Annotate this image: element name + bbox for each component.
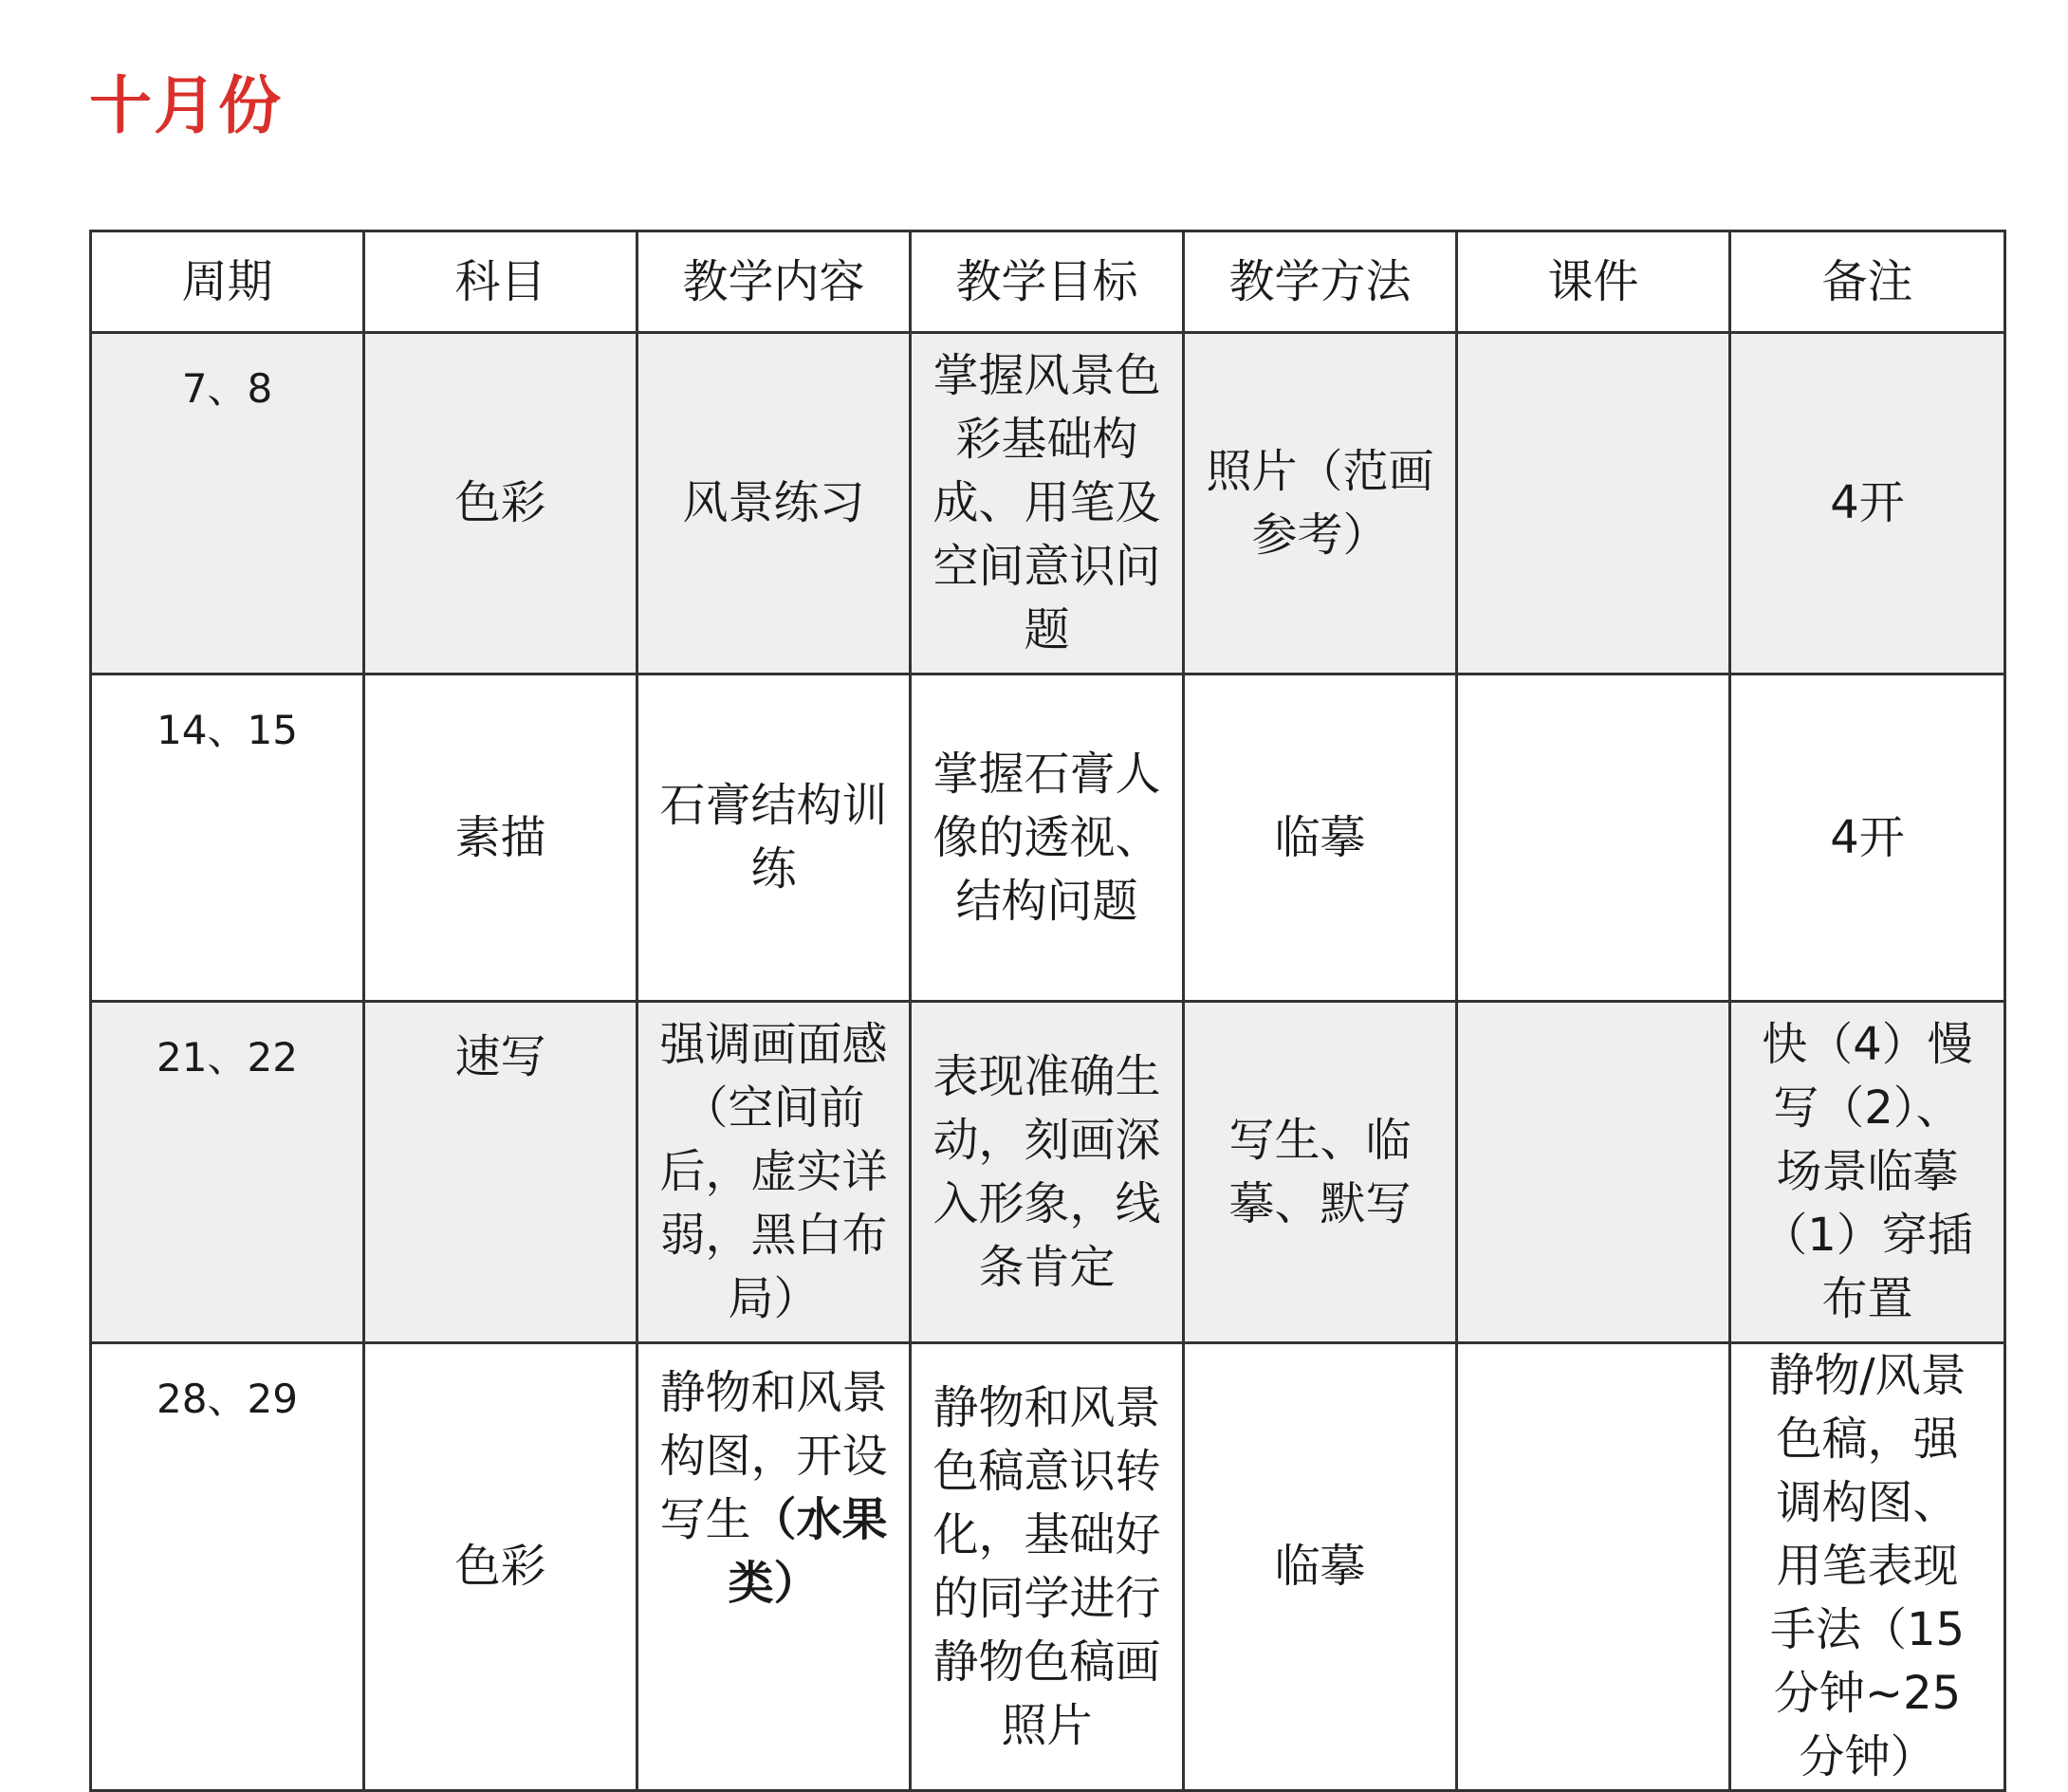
cell-goal: 静物和风景色稿意识转化，基础好的同学进行静物色稿画照片 [911, 1343, 1184, 1791]
cell-content: 石膏结构训练 [637, 674, 911, 1002]
cell-goal: 掌握石膏人像的透视、结构问题 [911, 674, 1184, 1002]
cell-content-text: 静物和风景构图，开设写生 [659, 1366, 888, 1546]
cell-week: 28、29 [91, 1343, 364, 1791]
cell-courseware [1457, 1002, 1730, 1343]
cell-content-bold-text: （水果类） [728, 1493, 888, 1610]
header-goal: 教学目标 [911, 231, 1184, 333]
cell-courseware [1457, 1343, 1730, 1791]
header-week: 周期 [91, 231, 364, 333]
header-remark: 备注 [1730, 231, 2005, 333]
cell-courseware [1457, 674, 1730, 1002]
cell-courseware [1457, 333, 1730, 674]
cell-week: 14、15 [91, 674, 364, 1002]
header-courseware: 课件 [1457, 231, 1730, 333]
cell-remark: 快（4）慢写（2）、场景临摹（1）穿插布置 [1730, 1002, 2005, 1343]
cell-method: 写生、临摹、默写 [1184, 1002, 1457, 1343]
cell-content: 风景练习 [637, 333, 911, 674]
header-row [91, 231, 2005, 333]
cell-subject: 速写 [364, 1002, 637, 1343]
table-row [91, 1002, 2005, 1343]
cell-method: 照片（范画参考） [1184, 333, 1457, 674]
cell-method: 临摹 [1184, 1343, 1457, 1791]
header-method: 教学方法 [1184, 231, 1457, 333]
cell-subject: 色彩 [364, 1343, 637, 1791]
page-title: 十月份 [89, 69, 283, 142]
cell-remark: 静物/风景色稿，强调构图、用笔表现手法（15分钟~25分钟） [1730, 1343, 2005, 1791]
cell-method: 临摹 [1184, 674, 1457, 1002]
cell-content [637, 1343, 911, 1791]
table-row [91, 333, 2005, 674]
cell-remark: 4开 [1730, 333, 2005, 674]
header-content: 教学内容 [637, 231, 911, 333]
cell-week: 7、8 [91, 333, 364, 674]
cell-goal: 表现准确生动，刻画深入形象，线条肯定 [911, 1002, 1184, 1343]
cell-subject: 色彩 [364, 333, 637, 674]
header-subject: 科目 [364, 231, 637, 333]
cell-subject: 素描 [364, 674, 637, 1002]
cell-goal: 掌握风景色彩基础构成、用笔及空间意识问题 [911, 333, 1184, 674]
table-row [91, 674, 2005, 1002]
schedule-table [89, 230, 2006, 1792]
cell-content: 强调画面感（空间前后，虚实详弱，黑白布局） [637, 1002, 911, 1343]
cell-remark: 4开 [1730, 674, 2005, 1002]
cell-week: 21、22 [91, 1002, 364, 1343]
table-row [91, 1343, 2005, 1791]
